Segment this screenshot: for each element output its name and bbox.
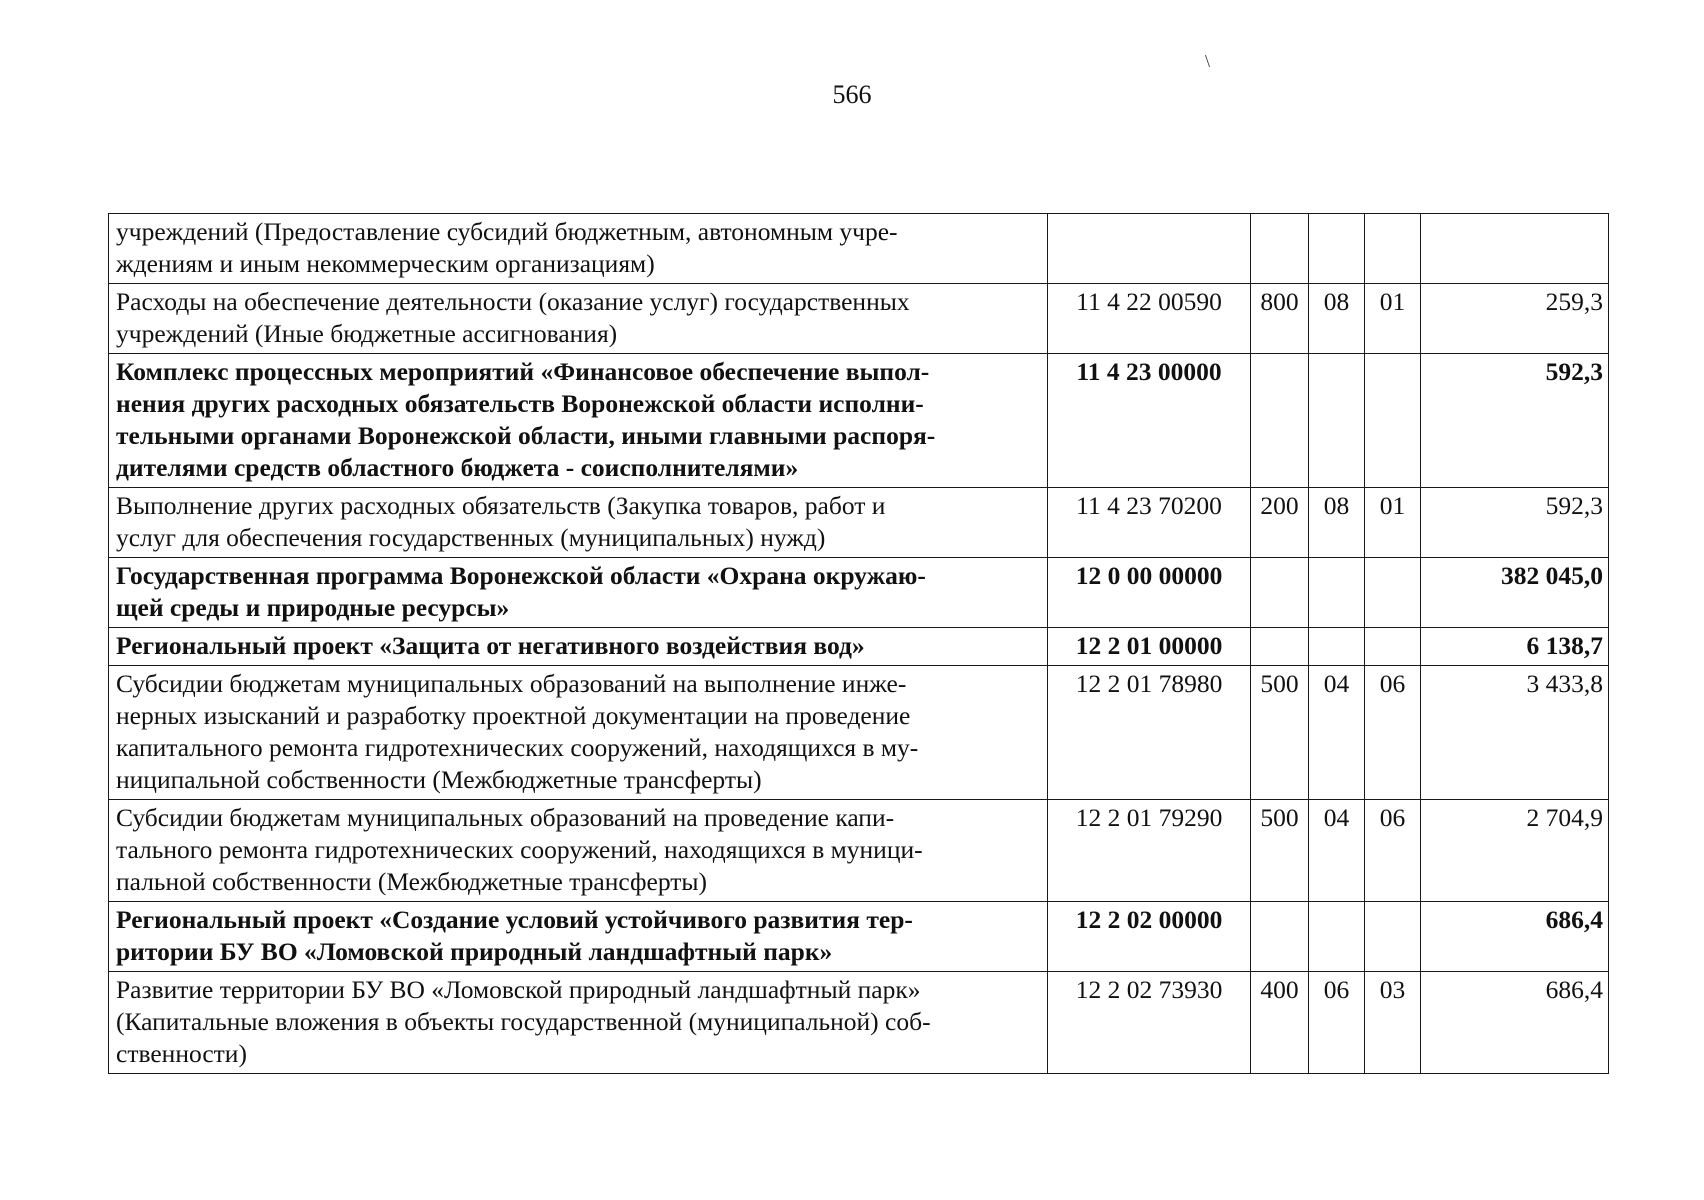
row-section-cell: 04 (1309, 800, 1365, 902)
row-name-line: дителями средств областного бюджета - соисполнителями» (116, 453, 799, 482)
row-section-cell (1309, 214, 1365, 284)
row-sum-cell: 592,3 (1421, 354, 1609, 488)
row-name-cell (109, 666, 1048, 800)
budget-table (108, 213, 1609, 1074)
row-name-line: Субсидии бюджетам муниципальных образований на проведение капи- (116, 803, 895, 832)
row-section-cell (1309, 902, 1365, 972)
page-number: 566 (832, 80, 872, 109)
row-section-cell: 06 (1309, 972, 1365, 1074)
row-name-line: (Капитальные вложения в объекты государственной (муниципальной) соб- (116, 1007, 931, 1036)
row-subsection-cell: 06 (1365, 666, 1421, 800)
row-name-cell (109, 284, 1048, 354)
row-name-line: тельными органами Воронежской области, иными главными распоря- (116, 421, 936, 450)
row-name-line: Региональный проект «Создание условий устойчивого развития тер- (116, 905, 913, 934)
table-row (109, 488, 1609, 558)
row-name-line: тального ремонта гидротехнических сооружений, находящихся в муници- (116, 835, 923, 864)
row-name-line: Развитие территории БУ ВО «Ломовской природный ландшафтный парк» (116, 975, 921, 1004)
row-name-line: Региональный проект «Защита от негативного воздействия вод» (116, 631, 865, 660)
row-section-cell (1309, 628, 1365, 666)
row-target-article-cell: 12 0 00 00000 (1048, 558, 1251, 628)
row-expense-type-cell (1251, 628, 1309, 666)
row-target-article-cell: 12 2 01 79290 (1048, 800, 1251, 902)
row-name-line: учреждений (Иные бюджетные ассигнования) (116, 319, 618, 348)
row-subsection-cell (1365, 628, 1421, 666)
row-sum-cell: 3 433,8 (1421, 666, 1609, 800)
row-subsection-cell (1365, 558, 1421, 628)
row-target-article-cell: 11 4 23 70200 (1048, 488, 1251, 558)
table-row (109, 628, 1609, 666)
row-name-line: пальной собственности (Межбюджетные трансферты) (116, 867, 708, 896)
row-section-cell: 08 (1309, 488, 1365, 558)
row-sum-cell: 382 045,0 (1421, 558, 1609, 628)
row-name-line: Субсидии бюджетам муниципальных образований на выполнение инже- (116, 669, 907, 698)
row-sum-cell: 592,3 (1421, 488, 1609, 558)
row-name-line: Государственная программа Воронежской области «Охрана окружаю- (116, 561, 926, 590)
row-sum-cell: 259,3 (1421, 284, 1609, 354)
row-expense-type-cell: 800 (1251, 284, 1309, 354)
row-name-line: щей среды и природные ресурсы» (116, 593, 510, 622)
row-name-line: услуг для обеспечения государственных (муниципальных) нужд) (116, 523, 826, 552)
row-subsection-cell (1365, 214, 1421, 284)
row-target-article-cell: 11 4 23 00000 (1048, 354, 1251, 488)
row-subsection-cell: 06 (1365, 800, 1421, 902)
row-name-cell (109, 972, 1048, 1074)
row-name-line: Комплекс процессных мероприятий «Финансовое обеспечение выпол- (116, 357, 930, 386)
row-name-line: нерных изысканий и разработку проектной документации на проведение (116, 701, 911, 730)
row-sum-cell: 2 704,9 (1421, 800, 1609, 902)
row-expense-type-cell: 500 (1251, 800, 1309, 902)
row-name-line: капитального ремонта гидротехнических сооружений, находящихся в му- (116, 733, 919, 762)
table-row (109, 902, 1609, 972)
row-name-line: ственности) (116, 1039, 247, 1068)
scan-mark: \ (1205, 51, 1211, 71)
table-row (109, 284, 1609, 354)
row-subsection-cell (1365, 902, 1421, 972)
row-name-line: ждениям и иным некоммерческим организациям) (116, 249, 655, 278)
row-expense-type-cell: 400 (1251, 972, 1309, 1074)
row-sum-cell: 686,4 (1421, 972, 1609, 1074)
row-subsection-cell: 01 (1365, 284, 1421, 354)
row-name-line: Выполнение других расходных обязательств (Закупка товаров, работ и (116, 491, 886, 520)
row-expense-type-cell (1251, 354, 1309, 488)
row-expense-type-cell (1251, 214, 1309, 284)
row-subsection-cell: 01 (1365, 488, 1421, 558)
row-name-line: ритории БУ ВО «Ломовской природный ландшафтный парк» (116, 937, 833, 966)
table-row (109, 666, 1609, 800)
row-name-cell (109, 800, 1048, 902)
row-target-article-cell: 12 2 01 78980 (1048, 666, 1251, 800)
row-name-line: Расходы на обеспечение деятельности (оказание услуг) государственных (116, 287, 910, 316)
row-subsection-cell (1365, 354, 1421, 488)
row-target-article-cell: 12 2 02 73930 (1048, 972, 1251, 1074)
table-row (109, 558, 1609, 628)
row-name-cell (109, 628, 1048, 666)
row-sum-cell: 686,4 (1421, 902, 1609, 972)
table-row (109, 354, 1609, 488)
row-subsection-cell: 03 (1365, 972, 1421, 1074)
table-row (109, 214, 1609, 284)
row-name-line: нения других расходных обязательств Воронежской области исполни- (116, 389, 924, 418)
row-expense-type-cell: 500 (1251, 666, 1309, 800)
row-sum-cell (1421, 214, 1609, 284)
row-section-cell (1309, 354, 1365, 488)
row-section-cell: 04 (1309, 666, 1365, 800)
row-name-line: ниципальной собственности (Межбюджетные трансферты) (116, 765, 762, 794)
row-name-cell (109, 902, 1048, 972)
row-name-cell (109, 354, 1048, 488)
row-target-article-cell: 12 2 01 00000 (1048, 628, 1251, 666)
row-target-article-cell (1048, 214, 1251, 284)
row-name-cell (109, 558, 1048, 628)
row-name-line: учреждений (Предоставление субсидий бюджетным, автономным учре- (116, 217, 898, 246)
row-sum-cell: 6 138,7 (1421, 628, 1609, 666)
row-expense-type-cell: 200 (1251, 488, 1309, 558)
row-target-article-cell: 12 2 02 00000 (1048, 902, 1251, 972)
row-expense-type-cell (1251, 902, 1309, 972)
table-row (109, 800, 1609, 902)
row-section-cell (1309, 558, 1365, 628)
row-name-cell (109, 488, 1048, 558)
row-target-article-cell: 11 4 22 00590 (1048, 284, 1251, 354)
row-name-cell (109, 214, 1048, 284)
table-row (109, 972, 1609, 1074)
budget-table-body (109, 214, 1609, 1074)
row-section-cell: 08 (1309, 284, 1365, 354)
row-expense-type-cell (1251, 558, 1309, 628)
